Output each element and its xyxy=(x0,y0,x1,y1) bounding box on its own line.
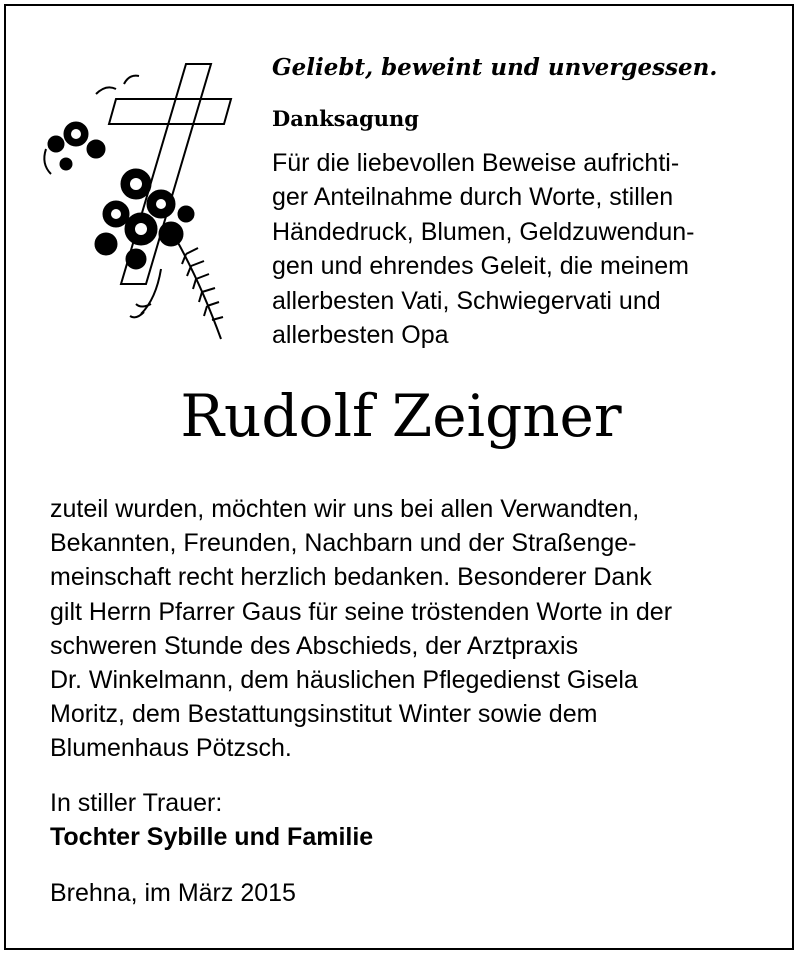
intro-text xyxy=(272,146,694,352)
body-line: Dr. Winkelmann, dem häuslichen Pflegedienst Gisela xyxy=(50,666,638,695)
heading-danksagung: Danksagung xyxy=(272,106,419,131)
intro-line: gen und ehrendes Geleit, die meinem xyxy=(272,252,689,281)
body-line: Blumenhaus Pötzsch. xyxy=(50,734,292,763)
intro-line: allerbesten Opa xyxy=(272,321,449,350)
mourners-names: Tochter Sybille und Familie xyxy=(50,823,374,851)
cross-with-roses-icon xyxy=(36,54,246,344)
motto: Geliebt, beweint und unvergessen. xyxy=(272,54,718,81)
mourning-label: In stiller Trauer: xyxy=(50,789,223,817)
obituary-frame xyxy=(4,4,794,950)
place-date-block xyxy=(50,876,296,910)
mourners-block xyxy=(50,786,373,854)
body-line: Moritz, dem Bestattungsinstitut Winter sowie dem xyxy=(50,700,598,729)
intro-line: allerbesten Vati, Schwiegervati und xyxy=(272,286,661,315)
intro-line: Für die liebevollen Beweise aufrichti- xyxy=(272,149,680,177)
body-text xyxy=(50,492,672,766)
body-line: meinschaft recht herzlich bedanken. Besonderer Dank xyxy=(50,563,652,592)
body-line: schweren Stunde des Abschieds, der Arztpraxis xyxy=(50,631,579,660)
body-line: gilt Herrn Pfarrer Gaus für seine tröstenden Worte in der xyxy=(50,597,673,626)
place-date: Brehna, im März 2015 xyxy=(50,879,296,907)
intro-line: ger Anteilnahme durch Worte, stillen xyxy=(272,183,674,212)
body-line: zuteil wurden, möchten wir uns bei allen Verwandten, xyxy=(50,495,640,523)
body-line: Bekannten, Freunden, Nachbarn und der Straßenge- xyxy=(50,529,637,558)
intro-line: Händedruck, Blumen, Geldzuwendun- xyxy=(272,217,695,246)
deceased-name: Rudolf Zeigner xyxy=(180,382,622,450)
